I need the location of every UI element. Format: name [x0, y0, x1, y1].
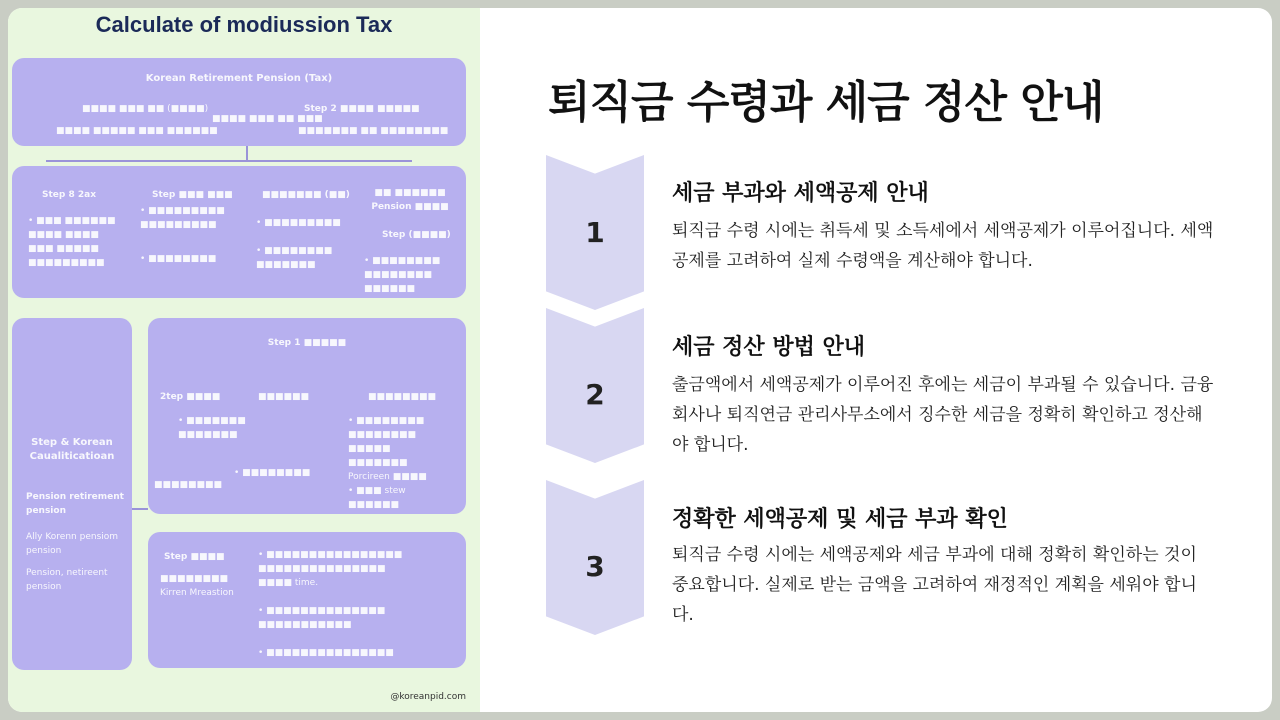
col2-text-2: • ■■■■■■■■	[140, 254, 217, 264]
connector-line	[132, 508, 148, 510]
mid-title: Step 1 ■■■■■	[267, 338, 347, 348]
mid-col1-text-2: ■■■■■■■■	[154, 480, 223, 490]
infographic-title: Calculate of modiussion Tax	[95, 12, 393, 37]
left-block-title: Step & Korean Caualiticatioan	[29, 437, 115, 462]
step-3-title: 정확한 세액공제 및 세금 부과 확인	[672, 507, 1008, 532]
col4-step: Step (■■■■)	[382, 230, 451, 240]
mid-col1-label: 2tep	[160, 392, 184, 402]
top-box-step2: Step 2 ■■■■ ■■■■■	[304, 104, 420, 114]
connector-line	[246, 146, 248, 160]
col2-text: • ■■■■■■■■■ ■■■■■■■■■	[140, 206, 225, 230]
infographic-panel	[8, 8, 480, 712]
col3-text: • ■■■■■■■■■ • ■■■■■■■■ ■■■■■■■	[256, 218, 341, 270]
right-bottom-l2: stew	[384, 486, 406, 496]
col3-title: ■■■■■■■ (■■)	[262, 190, 350, 200]
infographic-left-box	[12, 318, 132, 670]
mid-col3-title: ■■■■■■■■	[368, 392, 437, 402]
bottom-box-sub-label: Kirren Mreastion	[160, 588, 234, 598]
left-block-l3: Pension, netireent pension	[26, 568, 108, 592]
step-3-number: 3	[585, 550, 605, 583]
right-bottom-l1: Porcireen	[348, 472, 390, 482]
bottom-box-title-label: Step	[164, 552, 188, 562]
step-3-body: 퇴직금 수령 시에는 세액공제와 세금 부과에 대해 정확히 확인하는 것이 중요합니다. 실제로 받는 금액을 고려하여 재정적인 계획을 세워야 합니다.	[672, 545, 1197, 625]
top-box-step2-label: Step 2	[304, 104, 337, 114]
step-1-title: 세금 부과와 세액공제 안내	[672, 181, 929, 206]
col1-text: • ■■■ ■■■■■■ ■■■■ ■■■■ ■■■ ■■■■■ ■■■■■■■■■	[28, 216, 116, 268]
infographic-bottom-box	[148, 532, 466, 668]
col2-title: Step ■■■ ■■■	[152, 190, 233, 200]
step-2-body: 출금액에서 세액공제가 이루어진 후에는 세금이 부과될 수 있습니다. 금융회사나 퇴직연금 관리사무소에서 징수한 세금을 정확히 확인하고 정산해야 합니다.	[672, 375, 1214, 455]
col2-title-label: Step	[152, 190, 176, 200]
mid-col1-title: 2tep ■■■■	[160, 392, 221, 402]
connector-line	[46, 160, 412, 162]
mid-col1-text: • ■■■■■■■ ■■■■■■■	[178, 416, 246, 440]
mid-col2-text: • ■■■■■■■■	[234, 468, 311, 478]
bottom-box-time: time.	[294, 578, 319, 588]
bottom-box-sub: ■■■■■■■■ Kirren Mreastion	[160, 574, 234, 598]
mid-col2-title: ■■■■■■	[258, 392, 310, 402]
top-box-text-1: ■■■■ ■■■ ■■ (■■■■)	[82, 104, 209, 114]
top-box-title: Korean Retirement Pension (Tax)	[145, 73, 333, 84]
mid-title-label: Step 1	[267, 338, 301, 348]
top-box-text-3: ■■■■ ■■■■■ ■■■ ■■■■■■	[56, 126, 218, 136]
infographic-top-box	[12, 58, 466, 146]
col4-step-label: Step	[382, 230, 406, 240]
infographic-second-box	[12, 166, 466, 298]
top-box-text-2: ■■■■ ■■■ ■■ ■■■	[212, 114, 323, 124]
step-1-body: 퇴직금 수령 시에는 취득세 및 소득세에서 세액공제가 이루어집니다. 세액공제를 고려하여 실제 수령액을 계산해야 합니다.	[672, 221, 1214, 271]
step-2-number: 2	[585, 378, 605, 411]
left-block-l2: Ally Korenn pensiom pension	[26, 532, 119, 556]
left-block-l1: Pension retirement pension	[26, 492, 124, 516]
infographic-middle-box	[148, 318, 466, 514]
step-2-title: 세금 정산 방법 안내	[672, 335, 865, 360]
page-title: 퇴직금 수령과 세금 정산 안내	[548, 77, 1104, 128]
col4-title-label: Pension	[371, 202, 412, 212]
top-box-text-4: ■■■■■■■ ■■ ■■■■■■■■	[298, 126, 449, 136]
col4-title: ■■ ■■■■■■ Pension ■■■■	[371, 188, 449, 212]
bottom-box-text: • ■■■■■■■■■■■■■■■■ ■■■■■■■■■■■■■■■ ■■■■ time. • ■■■■■■■■■■■■■■ ■■■■■■■■■■■ • ■■■■■■■■■■■■■■■	[258, 550, 403, 658]
bottom-box-title: Step ■■■■	[164, 552, 225, 562]
mid-col3-text: • ■■■■■■■■ ■■■■■■■■ ■■■■■ ■■■■■■■ Porcireen ■■■■ • ■■■ stew ■■■■■■	[348, 416, 427, 510]
col4-text: • ■■■■■■■■ ■■■■■■■■ ■■■■■■	[364, 256, 441, 294]
step-1-number: 1	[585, 216, 605, 249]
slide-card	[8, 8, 1272, 712]
col1-title: Step 8 2ax	[42, 190, 96, 200]
watermark: @koreanpid.com	[390, 692, 466, 702]
